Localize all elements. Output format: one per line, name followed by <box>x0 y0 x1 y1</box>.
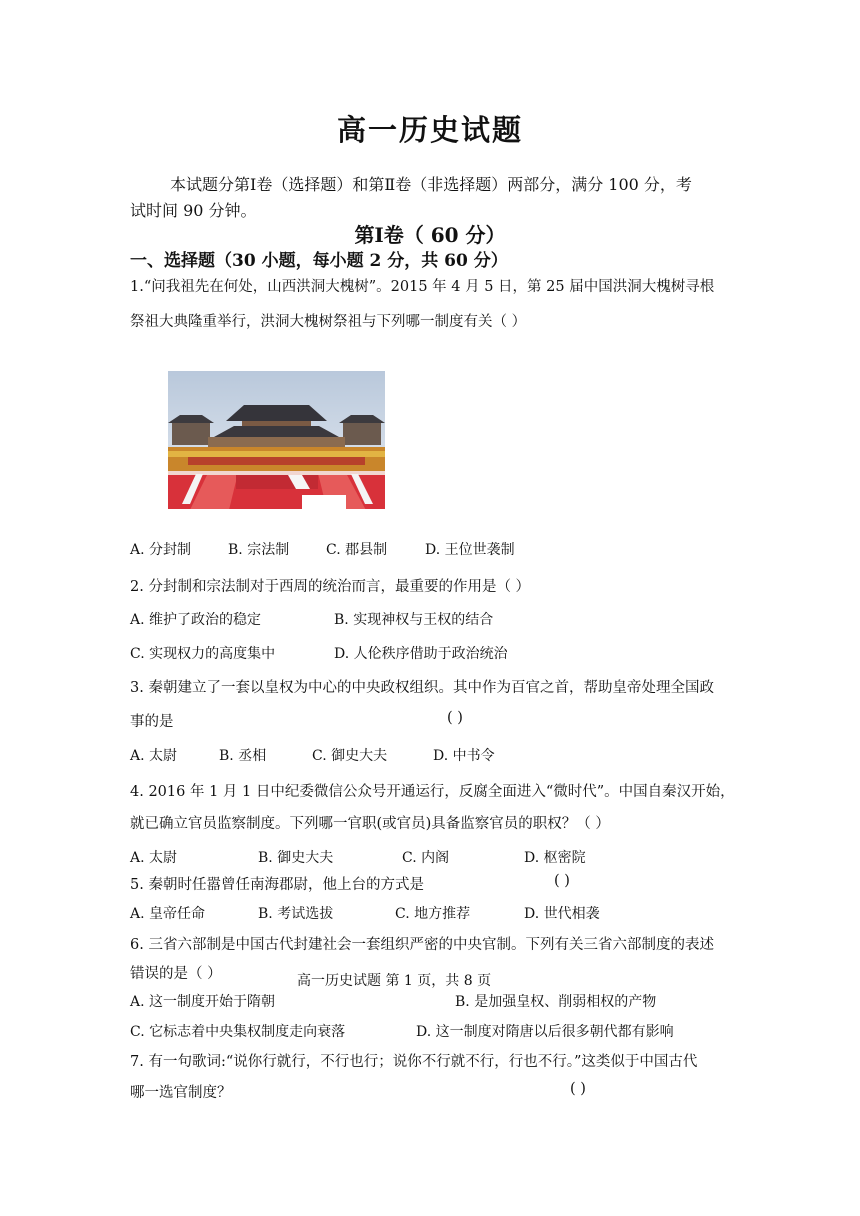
q5-answer-bracket: ( ) <box>554 873 570 889</box>
q6-line-1: 6. 三省六部制是中国古代封建社会一套组织严密的中央官制。下列有关三省六部制度的表述 <box>130 937 714 953</box>
q1-option-b: B. 宗法制 <box>228 542 290 558</box>
q6-option-d: D. 这一制度对隋唐以后很多朝代都有影响 <box>416 1024 674 1040</box>
q4-line-1: 4. 2016 年 1 月 1 日中纪委微信公众号开通运行，反腐全面进入“微时代”。中国自秦汉开始， <box>130 784 735 800</box>
q2-line-1: 2. 分封制和宗法制对于西周的统治而言，最重要的作用是（ ） <box>130 579 531 595</box>
q3-option-a: A. 太尉 <box>130 748 178 764</box>
q1-line-1: 1.“问我祖先在何处，山西洪洞大槐树”。2015 年 4 月 5 日，第 25 届中国洪洞大槐树寻根 <box>130 279 715 295</box>
q5-option-c: C. 地方推荐 <box>395 906 471 922</box>
q4-option-c: C. 内阁 <box>402 850 450 866</box>
q7-line-1: 7. 有一句歌词:“说你行就行，不行也行；说你不行就不行，行也不行。”这类似于中国古代 <box>130 1054 698 1070</box>
q6-option-a: A. 这一制度开始于隋朝 <box>130 994 276 1010</box>
q2-option-c: C. 实现权力的高度集中 <box>130 646 276 662</box>
q2-option-b: B. 实现神权与王权的结合 <box>334 612 494 628</box>
q1-option-a: A. 分封制 <box>130 542 192 558</box>
q1-option-c: C. 郡县制 <box>326 542 388 558</box>
temple-ceremony-image <box>168 371 385 514</box>
q5-option-d: D. 世代相袭 <box>524 906 600 922</box>
q3-answer-bracket: ( ) <box>447 710 463 726</box>
q3-option-b: B. 丞相 <box>219 748 267 764</box>
q2-option-a: A. 维护了政治的稳定 <box>130 612 262 628</box>
q3-option-d: D. 中书令 <box>433 748 495 764</box>
q3-line-1: 3. 秦朝建立了一套以皇权为中心的中央政权组织。其中作为百官之首，帮助皇帝处理全国政 <box>130 680 714 696</box>
page-title: 高一历史试题 <box>336 113 523 147</box>
q3-option-c: C. 御史大夫 <box>312 748 388 764</box>
q6-option-b: B. 是加强皇权、削弱相权的产物 <box>455 994 657 1010</box>
section-title: 第Ⅰ卷（ 60 分） <box>354 223 506 247</box>
q2-option-d: D. 人伦秩序借助于政治统治 <box>334 646 508 662</box>
intro-line-2: 试时间 90 分钟。 <box>130 201 257 220</box>
part-heading: 一、选择题（30 小题，每小题 2 分，共 60 分） <box>130 251 508 271</box>
q4-option-b: B. 御史大夫 <box>258 850 334 866</box>
page-footer: 高一历史试题 第 1 页，共 8 页 <box>297 973 492 989</box>
q7-answer-bracket: ( ) <box>570 1081 586 1097</box>
q3-line-2: 事的是 <box>130 714 174 730</box>
q6-option-c: C. 它标志着中央集权制度走向衰落 <box>130 1024 346 1040</box>
q4-line-2: 就已确立官员监察制度。下列哪一官职(或官员)具备监察官员的职权？（ ） <box>130 816 610 832</box>
ceremony-photo <box>168 371 385 514</box>
q7-line-2: 哪一选官制度？ <box>130 1085 232 1101</box>
intro-line-1: 本试题分第Ⅰ卷（选择题）和第Ⅱ卷（非选择题）两部分，满分 100 分，考 <box>170 175 692 194</box>
q5-line-1: 5. 秦朝时任嚣曾任南海郡尉，他上台的方式是 <box>130 877 424 893</box>
q1-line-2: 祭祖大典隆重举行，洪洞大槐树祭祖与下列哪一制度有关（ ） <box>130 314 527 330</box>
q5-option-a: A. 皇帝任命 <box>130 906 206 922</box>
q6-line-2: 错误的是（ ） <box>130 966 222 982</box>
q4-option-d: D. 枢密院 <box>524 850 586 866</box>
q1-option-d: D. 王位世袭制 <box>425 542 515 558</box>
q5-option-b: B. 考试选拔 <box>258 906 334 922</box>
q4-option-a: A. 太尉 <box>130 850 178 866</box>
